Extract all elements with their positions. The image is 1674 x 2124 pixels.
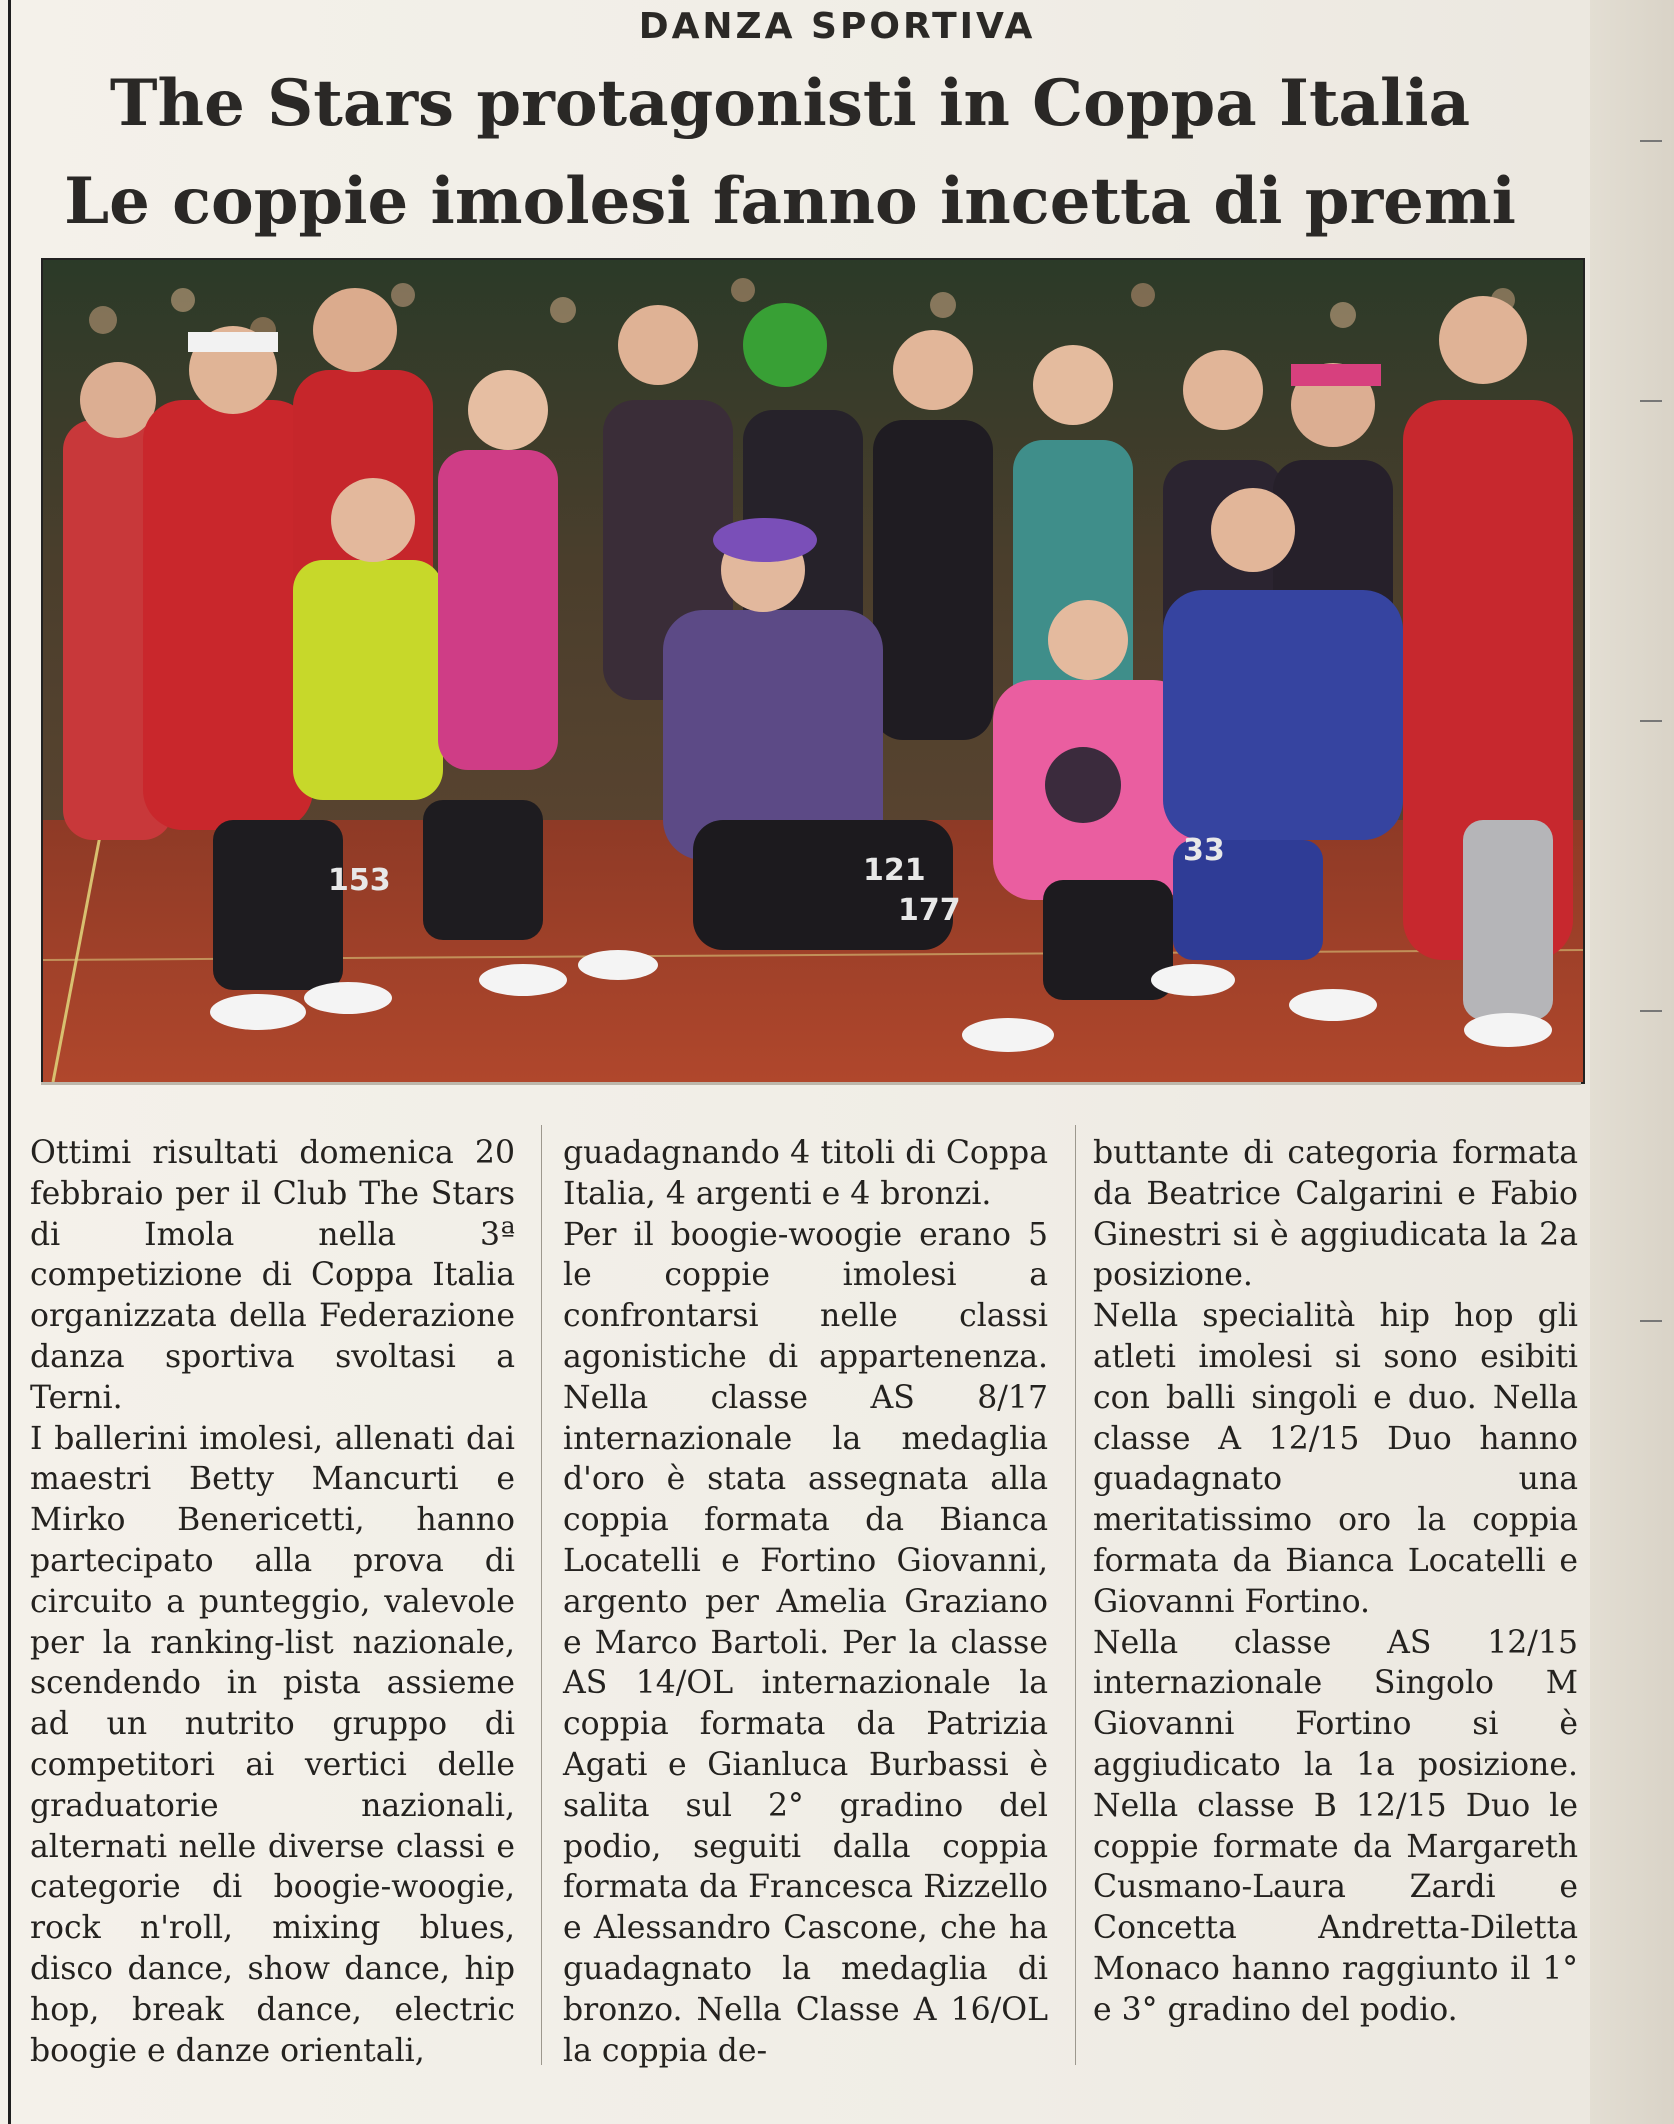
photo-bottom-rule [41,1082,1581,1085]
article-column-1 [30,1133,515,2071]
column-rule-left [8,0,11,2124]
column-separator-2 [1075,1125,1076,2065]
column-2-paragraph-2: Per il boogie-woogie erano 5 le coppie imolesi a confrontarsi nelle classi agonistiche di appartenenza. Nella classe AS 8/17 internazionale la medaglia d'oro è stata assegnata alla coppia formata da Bianca Locatelli e Fortino Giovanni, argento per Amelia Graziano e Marco Bartoli. Per la classe AS 14/OL internazionale la coppia formata da Patrizia Agati e Gianluca Burbassi è salita sul 2° gradino del podio, seguiti dalla coppia formata da Francesca Rizzello e Alessandro Cascone, che ha guadagnato la medaglia di bronzo. Nella Classe A 16/OL la coppia de- [563,1216,1048,2069]
article-column-3 [1093,1133,1578,2031]
photo-bib-3: 177 [898,893,961,928]
photo-bib-2: 121 [863,853,926,888]
photo-bib-1: 153 [328,863,391,898]
column-1-paragraph-1: Ottimi risultati domenica 20 febbraio per il Club The Stars di Imola nella 3ª competizione di Coppa Italia organizzata della Federazione danza sportiva svoltasi a Terni. [30,1135,515,1416]
headline-line-2: Le coppie imolesi fanno incetta di premi [64,164,1516,239]
group-photo [41,258,1585,1084]
column-3-paragraph-3: Nella classe AS 12/15 internazionale Singolo M Giovanni Fortino si è aggiudicato la 1a posizione. Nella classe B 12/15 Duo le coppie formate da Margareth Cusmano-Laura Zardi e Concetta Andretta-Diletta Monaco hanno raggiunto il 1° e 3° gradino del podio. [1093,1624,1578,2028]
column-3-paragraph-1: buttante di categoria formata da Beatrice Calgarini e Fabio Ginestri si è aggiudicata la 2a posizione. [1093,1135,1578,1294]
headline-line-1: The Stars protagonisti in Coppa Italia [109,66,1471,141]
column-3-paragraph-2: Nella specialità hip hop gli atleti imolesi si sono esibiti con balli singoli e duo. Nella classe A 12/15 Duo hanno guadagnato una meritatissimo oro la coppia formata da Bianca Locatelli e Giovanni Fortino. [1093,1298,1578,1620]
column-separator-1 [541,1125,542,2065]
section-kicker: DANZA SPORTIVA [638,6,1036,47]
adjacent-page-edge [1590,0,1674,2124]
photo-bib-4: 33 [1183,833,1225,868]
column-1-paragraph-2: I ballerini imolesi, allenati dai maestri Betty Mancurti e Mirko Benericetti, hanno partecipato alla prova di circuito a punteggio, valevole per la ranking-list nazionale, scendendo in pista assieme ad un nutrito gruppo di competitori ai vertici delle graduatorie nazionali, alternati nelle diverse classi e categorie di boogie-woogie, rock n'roll, mixing blues, disco dance, show dance, hip hop, break dance, electric boogie e danze orientali, [30,1420,515,2069]
column-2-paragraph-1: guadagnando 4 titoli di Coppa Italia, 4 argenti e 4 bronzi. [563,1135,1048,1212]
article-column-2 [563,1133,1048,2071]
